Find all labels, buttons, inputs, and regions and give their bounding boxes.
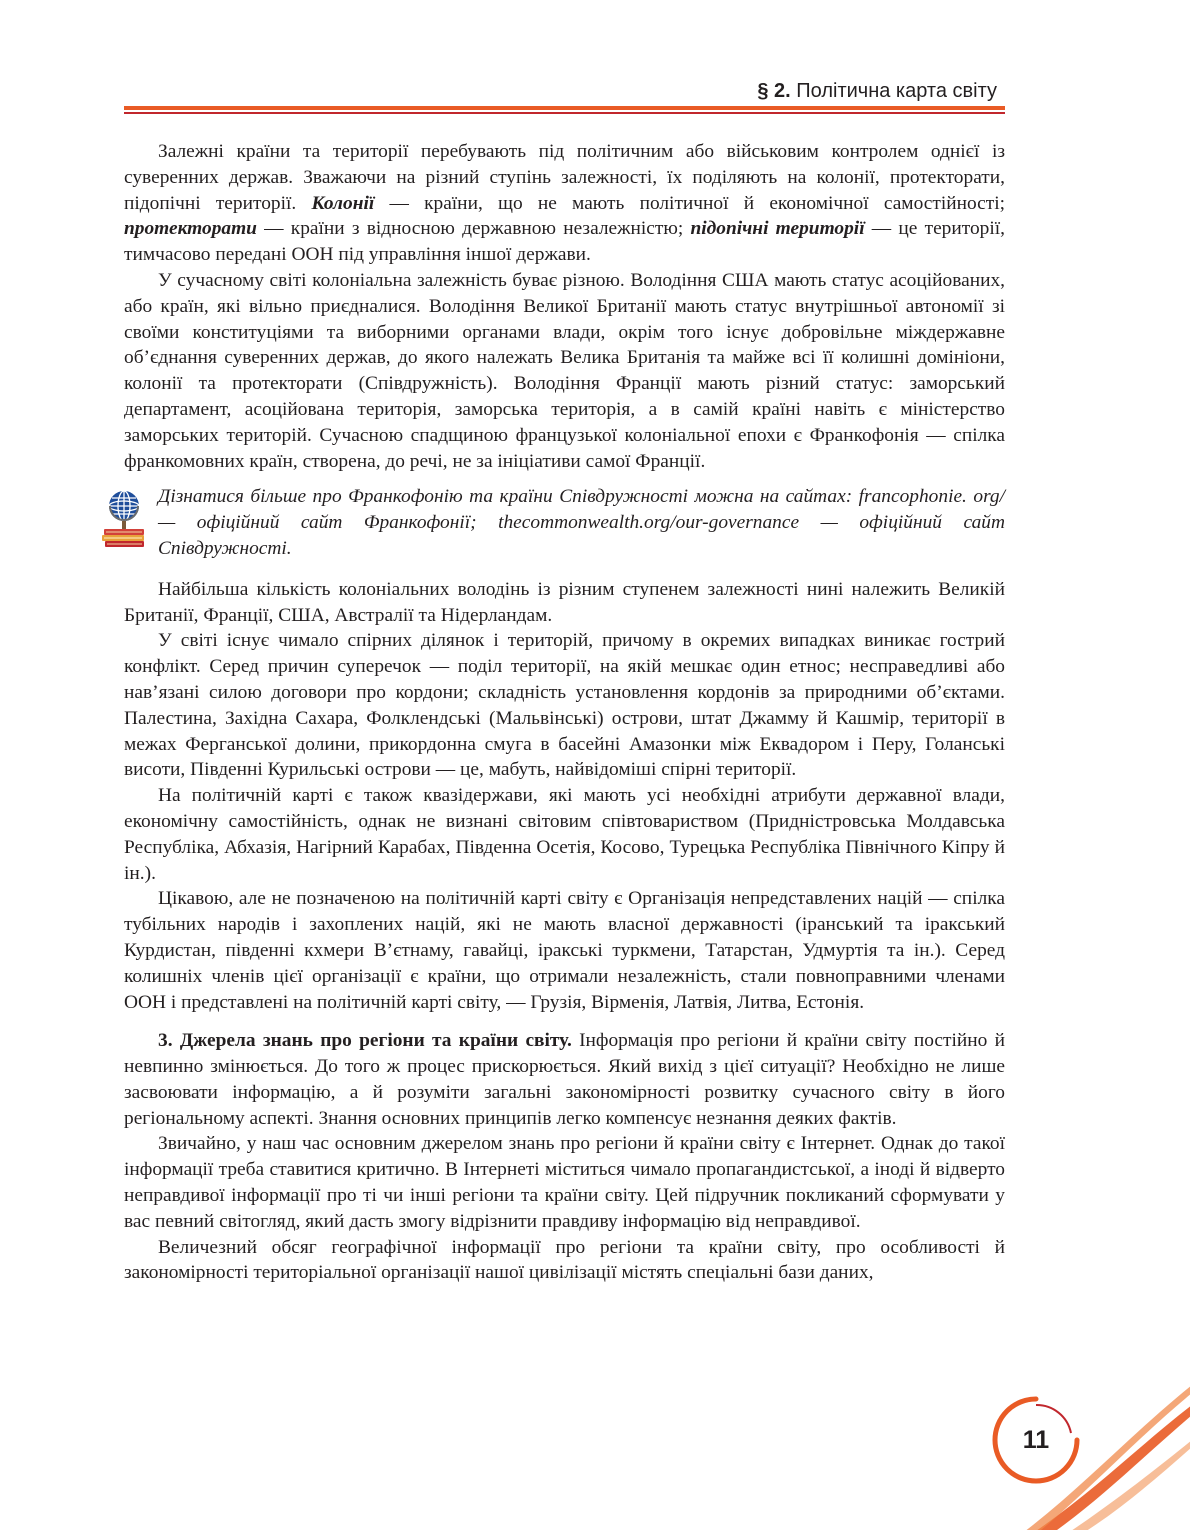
term-colonies: Колонії [311,192,375,214]
paragraph-colonial-dependence: У сучасному світі колоніальна залежність буває різною. Володіння США мають статус асоційованих, або країн, які вільно приєдналися. Володіння Великої Британії мають статус внутрішньої автономії зі своїми конституціями та виборними органами влади, окрім того існує добровільне міждержавне об’єднання суверенних держав, до якого належать Велика Британія та майже всі її колишні домініони, колонії та протекторати (Співдружність). Володіння Франції мають різний статус: заморський департамент, асоційована територія, заморська територія, а в самій країні навіть є міністерство заморських територій. Сучасною спадщиною французької колоніальної епохи є Франкофонія — спілка франкомовних країн, створена, до речі, не за ініціативи самої Франції. [124,269,1005,472]
header-rule-orange [124,106,1005,110]
page-number: 11 [1022,1426,1050,1454]
p1-text-3: — країни з відносною державною незалежністю; [256,218,691,240]
section-3-heading: 3. Джерела знань про регіони та країни світу. [158,1030,572,1052]
paragraph-disputed-territories: У світі існує чимало спірних ділянок і територій, причому в окремих випадках виникає гострий конфлікт. Серед причин суперечок — поділ території, на якій мешкає один етнос; несправедливі або нав’язані силою договори про кордони; складність установлення кордонів за природними об’єктами. Палестина, Західна Сахара, Фолклендські (Мальвінські) острови, штат Джамму й Кашмір, території в межах Ферганської долини, прикордонна смуга в басейні Амазонки між Еквадором і Перу, Голанські висоти, Південні Курильські острови — це, мабуть, найвідоміші спірні території. [124,630,1005,781]
p1-text-2: — країни, що не мають політичної й економічної самостійності; [374,192,1006,214]
section-3-text: Інформація про регіони й країни світу постійно й невпинно змінюється. До того ж процес прискорюється. Який вихід з цієї ситуації? Необхідно не лише засвоювати інформацію, а й розуміти загальні закономірності розвитку сучасного світу в його регіональному аспекті. Знання основних принципів легко компенсує незнання деяких фактів. [124,1030,1006,1129]
term-trust-territories: підопічні території [690,218,865,240]
term-protectorates: протекторати [124,218,257,240]
paragraph-largest-colonial-holdings: Найбільша кількість колоніальних володінь із різним ступенем залежності нині належить Великій Британії, Франції, США, Австралії та Нідерландам. [124,578,1005,626]
paragraph-unpo: Цікавою, але не позначеною на політичній карті світу є Організація непредставлених націй — спілка тубільних народів і захоплених націй, які не мають власної державності (іранський та іракський Курдистан, південні кхмери В’єтнаму, гавайці, іракські туркмени, Татарстан, Удмуртія та ін.). Серед колишніх членів цієї організації є країни, що отримали незалежність, стали повноправними членами ООН і представлені на політичній карті світу, — Грузія, Вірменія, Латвія, Литва, Естонія. [124,888,1005,1013]
note-text: Дізнатися більше про Франкофонію та країни Співдружності можна на сайтах: francophonie. org/ — офіційний сайт Франкофонії; thecommonwealth.org/our-governance — офіційний сайт Співдружності. [158,486,1005,559]
globe-on-books-icon [100,484,148,550]
running-header [757,80,997,103]
section-3-paragraph [124,1028,1005,1131]
section-title: Політична карта світу [796,80,997,102]
paragraph-internet-source: Звичайно, у наш час основним джерелом знань про регіони й країни світу є Інтернет. Однак до такої інформації треба ставитися критично. В Інтернеті міститься чимало пропагандистської, а іноді й відверто неправдивої інформації про ті чи інші регіони та країни світу. Цей підручник покликаний сформувати у вас певний світогляд, який дасть змогу відрізнити правдиву інформацію від неправдивої. [124,1133,1005,1232]
page-number-swoosh [970,1385,1190,1530]
p1-text-1: Залежні країни та території перебувають під політичним або військовим контролем однієї із суверенних держав. Зважаючи на різний ступінь залежності, їх поділяють на колонії, протекторати, підопічні території. [124,141,1005,214]
section-mark: § 2. [757,80,791,102]
paragraph-databases: Величезний обсяг географічної інформації про регіони та країни світу, про особливості й закономірності територіальної організації нашої цивілізації містять спеціальні бази даних, [124,1236,1005,1284]
header-rule-red [124,112,1005,114]
paragraph-quasi-states: На політичній карті є також квазідержави, які мають усі необхідні атрибути державної влади, економічну самостійність, однак не визнані світовим співтовариством (Придністровська Молдавська Республіка, Абхазія, Нагірний Карабах, Південна Осетія, Косово, Турецька Республіка Північного Кіпру й ін.). [124,785,1005,884]
page-body [124,139,1005,1286]
paragraph-dependent-territories [124,139,1005,268]
info-note [124,484,1005,561]
p1-text-4: — це території, тимчасово передані ООН під управління іншої держави. [124,218,1005,266]
